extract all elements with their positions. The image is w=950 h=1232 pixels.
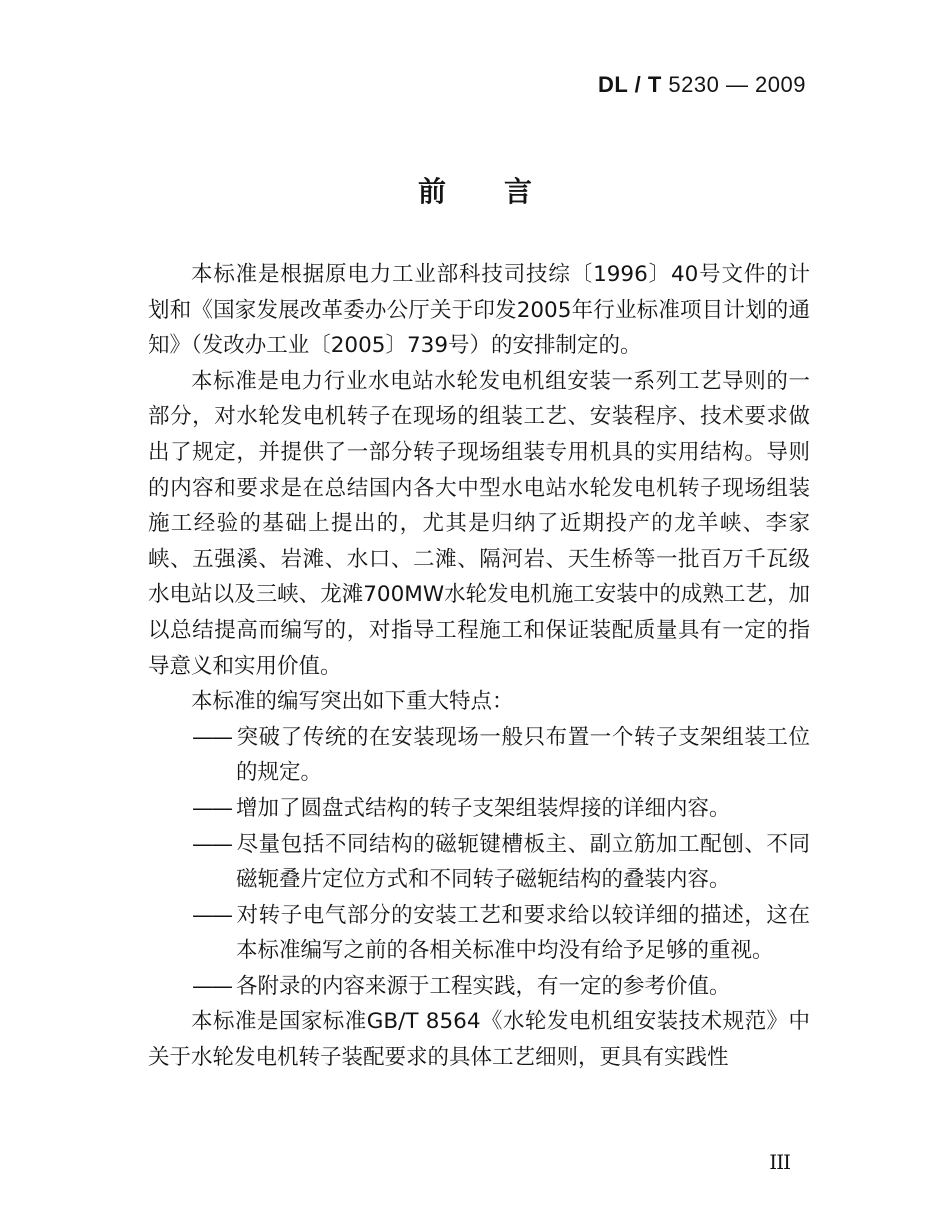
standard-code-number: 5230 — 2009 [668, 72, 806, 97]
feature-text: 突破了传统的在安装现场一般只布置一个转子支架组装工位的规定。 [236, 724, 810, 786]
feature-text: 各附录的内容来源于工程实践，有一定的参考价值。 [236, 973, 731, 999]
body-text [148, 257, 810, 1076]
dash-mark: —— [192, 902, 231, 928]
page-number: III [769, 1150, 790, 1174]
standard-code-prefix: DL / T [598, 72, 662, 97]
page-title: 前言 [417, 175, 590, 208]
feature-item [148, 898, 810, 969]
standard-code-header [598, 72, 806, 98]
feature-text: 增加了圆盘式结构的转子支架组装焊接的详细内容。 [236, 795, 731, 821]
dash-mark: —— [192, 724, 231, 750]
closing-paragraph: 本标准是国家标准GB/T 8564《水轮发电机组安装技术规范》中关于水轮发电机转子装配要求的具体工艺细则，更具有实践性 [148, 1009, 810, 1071]
feature-text: 尽量包括不同结构的磁轭键槽板主、副立筋加工配刨、不同磁轭叠片定位方式和不同转子磁轭结构的叠装内容。 [236, 831, 810, 893]
feature-item [148, 720, 810, 791]
dash-mark: —— [192, 795, 231, 821]
dash-mark: —— [192, 973, 231, 999]
paragraph-1: 本标准是根据原电力工业部科技司技综〔1996〕40号文件的计划和《国家发展改革委办公厅关于印发2005年行业标准项目计划的通知》（发改办工业〔2005〕739号）的安排制定的。 [148, 262, 810, 359]
feature-item [148, 791, 810, 827]
feature-item [148, 969, 810, 1005]
dash-mark: —— [192, 831, 231, 857]
paragraph-2: 本标准是电力行业水电站水轮发电机组安装一系列工艺导则的一部分，对水轮发电机转子在现场的组装工艺、安装程序、技术要求做出了规定，并提供了一部分转子现场组装专用机具的实用结构。导则的内容和要求是在总结国内各大中型水电站水轮发电机转子现场组装施工经验的基础上提出的，尤其是归纳了近期投产的龙羊峡、李家峡、五强溪、岩滩、水口、二滩、隔河岩、天生桥等一批百万千瓦级水电站以及三峡、龙滩700MW水轮发电机施工安装中的成熟工艺，加以总结提高而编写的，对指导工程施工和保证装配质量具有一定的指导意义和实用价值。 [148, 368, 810, 679]
feature-item [148, 827, 810, 898]
feature-text: 对转子电气部分的安装工艺和要求给以较详细的描述，这在本标准编写之前的各相关标准中均没有给予足够的重视。 [236, 902, 810, 964]
paragraph-3: 本标准的编写突出如下重大特点： [191, 689, 514, 715]
